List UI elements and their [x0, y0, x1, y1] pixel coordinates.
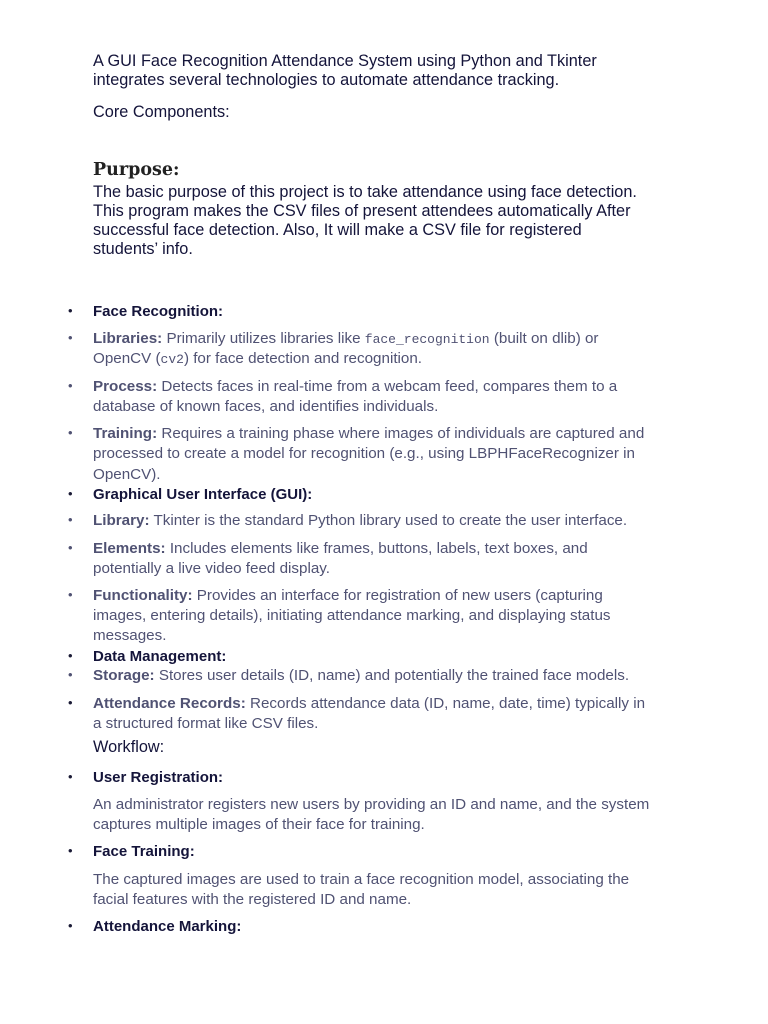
storage-text: Stores user details (ID, name) and potentially the trained face models.: [154, 667, 630, 684]
process-text-1: Detects faces in real-time from a webcam feed, compares them to a: [157, 378, 618, 395]
training-label: Training:: [93, 425, 158, 442]
user-registration-heading: User Registration:: [93, 769, 224, 786]
library-text: Tkinter is the standard Python library used to create the user interface.: [149, 512, 628, 529]
purpose-line-3: successful face detection. Also, It will make a CSV file for registered: [93, 221, 582, 239]
face-training-heading: Face Training:: [93, 843, 195, 860]
bullet-marker: •: [68, 667, 73, 682]
storage-label: Storage:: [93, 667, 155, 684]
libraries-label: Libraries:: [93, 330, 163, 347]
bullet-marker: •: [68, 512, 73, 527]
process-label: Process:: [93, 378, 158, 395]
elements-line-2: potentially a live video feed display.: [93, 560, 330, 577]
purpose-line-1: The basic purpose of this project is to take attendance using face detection.: [93, 183, 637, 201]
cv2-code: cv2: [160, 352, 184, 367]
user-registration-line-2: captures multiple images of their face for training.: [93, 816, 425, 833]
functionality-line-3: messages.: [93, 627, 167, 644]
gui-heading: Graphical User Interface (GUI):: [93, 486, 313, 503]
core-components-label: Core Components:: [93, 103, 230, 121]
functionality-label: Functionality:: [93, 587, 193, 604]
bullet-marker: •: [68, 378, 73, 393]
libraries-text: Primarily utilizes libraries like: [162, 330, 365, 347]
training-text-1: Requires a training phase where images of individuals are captured and: [157, 425, 645, 442]
elements-line-1: [93, 539, 588, 559]
libraries-line2-a: OpenCV (: [93, 350, 161, 367]
face-recognition-heading: Face Recognition:: [93, 303, 224, 320]
intro-line-1: A GUI Face Recognition Attendance System using Python and Tkinter: [93, 52, 597, 70]
bullet-marker: •: [68, 587, 73, 602]
library-line-1: [93, 511, 627, 531]
bullet-marker: •: [68, 918, 73, 933]
purpose-heading: Purpose:: [93, 160, 180, 180]
face-recognition-code: face_recognition: [364, 332, 490, 347]
storage-line-1: [93, 666, 629, 686]
process-line-2: database of known faces, and identifies individuals.: [93, 398, 439, 415]
bullet-marker: •: [68, 540, 73, 555]
functionality-text-1: Provides an interface for registration of new users (capturing: [192, 587, 603, 604]
library-label: Library:: [93, 512, 150, 529]
attendance-records-label: Attendance Records:: [93, 695, 246, 712]
functionality-line-1: [93, 586, 603, 606]
elements-label: Elements:: [93, 540, 166, 557]
workflow-heading: Workflow:: [93, 738, 165, 756]
libraries-line-2: [93, 349, 422, 370]
bullet-marker: •: [68, 425, 73, 440]
libraries-text-b: (built on dlib) or: [489, 330, 599, 347]
purpose-line-2: This program makes the CSV files of present attendees automatically After: [93, 202, 631, 220]
bullet-marker: •: [68, 303, 73, 318]
user-registration-line-1: An administrator registers new users by providing an ID and name, and the system: [93, 796, 650, 813]
attendance-marking-heading: Attendance Marking:: [93, 918, 242, 935]
bullet-marker: •: [68, 330, 73, 345]
data-management-heading: Data Management:: [93, 648, 227, 665]
purpose-line-4: students’ info.: [93, 240, 193, 258]
elements-text-1: Includes elements like frames, buttons, labels, text boxes, and: [165, 540, 588, 557]
bullet-marker: •: [68, 486, 73, 501]
process-line-1: [93, 377, 617, 397]
bullet-marker: •: [68, 648, 73, 663]
bullet-marker: •: [68, 843, 73, 858]
training-line-3: OpenCV).: [93, 466, 161, 483]
face-training-line-2: facial features with the registered ID and name.: [93, 891, 412, 908]
face-training-line-1: The captured images are used to train a face recognition model, associating the: [93, 871, 630, 888]
libraries-line-1: [93, 329, 599, 350]
bullet-marker: •: [68, 695, 73, 710]
intro-line-2: integrates several technologies to automate attendance tracking.: [93, 71, 560, 89]
functionality-line-2: images, entering details), initiating attendance marking, and displaying status: [93, 607, 611, 624]
training-line-1: [93, 424, 644, 444]
training-line-2: processed to create a model for recognition (e.g., using LBPHFaceRecognizer in: [93, 445, 635, 462]
libraries-line2-b: ) for face detection and recognition.: [183, 350, 423, 367]
bullet-marker: •: [68, 769, 73, 784]
attendance-records-line-2: a structured format like CSV files.: [93, 715, 319, 732]
attendance-records-line-1: [93, 694, 645, 714]
attendance-records-text-1: Records attendance data (ID, name, date, time) typically in: [245, 695, 646, 712]
